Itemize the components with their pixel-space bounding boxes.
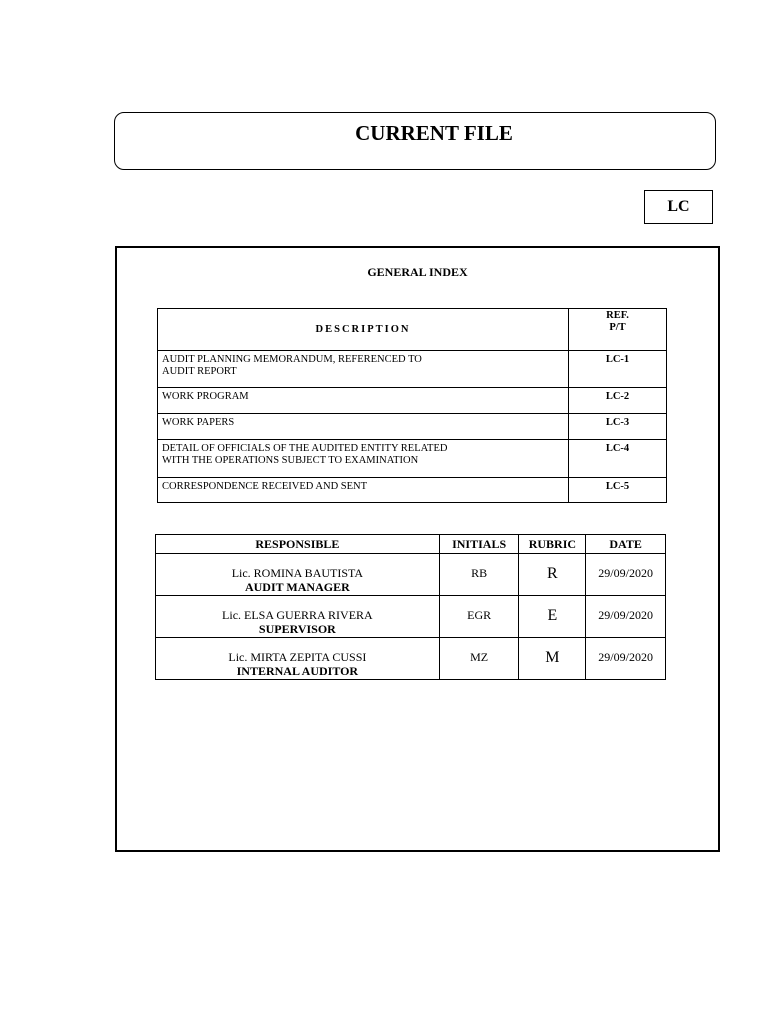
description-line: AUDIT REPORT [162,366,237,377]
index-row [158,351,667,388]
index-heading: GENERAL INDEX [367,265,468,279]
description-line: AUDIT PLANNING MEMORANDUM, REFERENCED TO [162,354,422,365]
index-ref: LC-4 [569,440,667,478]
index-description [158,388,569,414]
index-header-row [158,309,667,351]
description-line: DETAIL OF OFFICIALS OF THE AUDITED ENTITY RELATED [162,443,448,454]
responsible-row [156,638,666,680]
index-description [158,351,569,388]
ref-header-line2: P/T [609,322,626,333]
index-frame [115,246,720,852]
rubric-cell: M [519,638,586,680]
rubric-cell: E [519,596,586,638]
responsible-name: Lic. ROMINA BAUTISTA [231,566,364,580]
responsible-cell [156,638,440,680]
rubric-header: RUBRIC [519,535,586,554]
description-header: DESCRIPTION [158,309,569,351]
index-description [158,440,569,478]
responsible-cell [156,596,440,638]
date-cell: 29/09/2020 [586,596,666,638]
initials-cell: EGR [439,596,519,638]
rubric-cell: R [519,554,586,596]
responsibles-table [155,534,666,680]
responsible-role: INTERNAL AUDITOR [236,664,359,678]
ref-header-line1: REF. [606,310,629,321]
document-title: CURRENT FILE [355,121,513,145]
index-row [158,388,667,414]
general-index-table [157,308,667,503]
title-box [114,112,716,170]
responsible-header: RESPONSIBLE [156,535,440,554]
responsible-name: Lic. ELSA GUERRA RIVERA [222,608,373,622]
ref-header [569,309,667,351]
responsible-role: SUPERVISOR [258,622,336,636]
responsibles-header-row [156,535,666,554]
responsible-row [156,596,666,638]
index-description [158,478,569,503]
date-cell: 29/09/2020 [586,638,666,680]
index-ref: LC-3 [569,414,667,440]
description-line: WITH THE OPERATIONS SUBJECT TO EXAMINATION [162,455,419,466]
index-row [158,440,667,478]
description-line: WORK PAPERS [162,417,235,428]
responsible-role: AUDIT MANAGER [244,580,350,594]
index-ref: LC-1 [569,351,667,388]
description-line: WORK PROGRAM [162,391,249,402]
initials-cell: MZ [439,638,519,680]
index-row [158,478,667,503]
index-ref: LC-2 [569,388,667,414]
responsible-row [156,554,666,596]
responsible-cell [156,554,440,596]
initials-header: INITIALS [439,535,519,554]
initials-cell: RB [439,554,519,596]
description-line: CORRESPONDENCE RECEIVED AND SENT [162,481,368,492]
file-code-box: LC [644,190,713,224]
date-cell: 29/09/2020 [586,554,666,596]
date-header: DATE [586,535,666,554]
index-row [158,414,667,440]
responsible-name: Lic. MIRTA ZEPITA CUSSI [228,650,367,664]
index-description [158,414,569,440]
index-ref: LC-5 [569,478,667,503]
